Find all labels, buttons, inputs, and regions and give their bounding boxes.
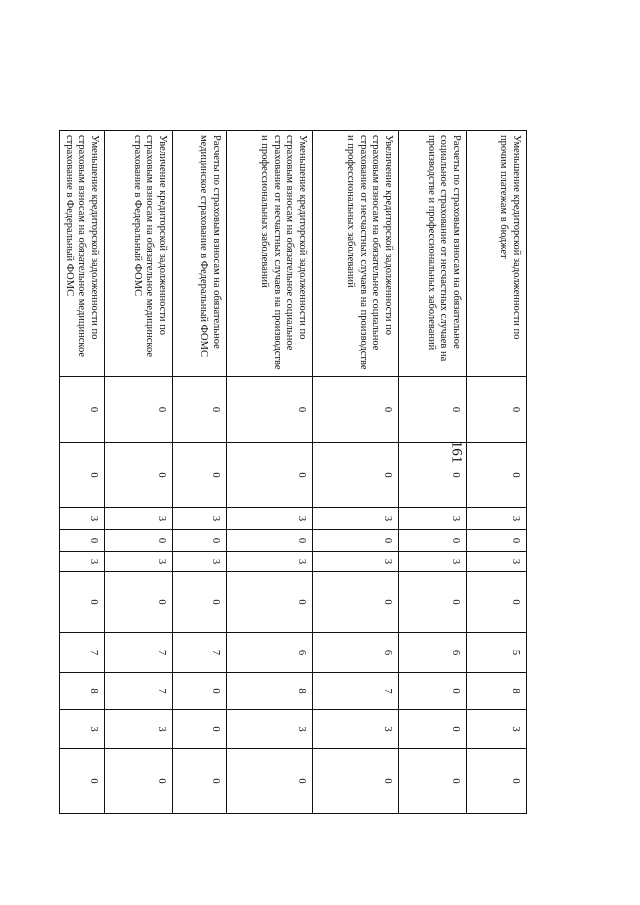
code-cell: 0 [173, 443, 227, 508]
accounting-table [60, 130, 528, 814]
code-cell: 3 [60, 508, 105, 530]
code-cell: 0 [467, 443, 527, 508]
code-cell: 3 [105, 710, 173, 749]
code-cell: 3 [313, 508, 399, 530]
code-cell: 0 [60, 377, 105, 443]
rotated-table-container [64, 130, 527, 813]
code-cell: 0 [173, 710, 227, 749]
code-cell: 7 [173, 633, 227, 673]
table-row [105, 131, 173, 814]
code-cell: 3 [60, 552, 105, 572]
code-cell: 6 [227, 633, 313, 673]
code-cell: 3 [227, 552, 313, 572]
page-number: 161 [448, 440, 465, 464]
code-cell: 0 [105, 572, 173, 633]
code-cell: 3 [60, 710, 105, 749]
code-cell: 0 [60, 749, 105, 814]
table-row [227, 131, 313, 814]
code-cell: 0 [60, 530, 105, 552]
code-cell: 0 [227, 377, 313, 443]
code-cell: 0 [173, 749, 227, 814]
code-cell: 5 [467, 633, 527, 673]
code-cell: 0 [227, 572, 313, 633]
row-label: Уменьшение кредиторской задолженности по прочим платежам в бюджет [467, 131, 527, 377]
code-cell: 0 [399, 749, 467, 814]
code-cell: 0 [173, 377, 227, 443]
code-cell: 0 [313, 377, 399, 443]
code-cell: 0 [399, 530, 467, 552]
code-cell: 0 [313, 572, 399, 633]
table-row [399, 131, 467, 814]
code-cell: 0 [105, 530, 173, 552]
code-cell: 7 [60, 633, 105, 673]
code-cell: 3 [399, 552, 467, 572]
code-cell: 8 [227, 673, 313, 710]
code-cell: 0 [399, 710, 467, 749]
row-label: Расчеты по страховым взносам на обязательное социальное страхование от несчастных случаев на производстве и профессиональных заболеваний [399, 131, 467, 377]
code-cell: 7 [313, 673, 399, 710]
code-cell: 0 [399, 377, 467, 443]
table-row [313, 131, 399, 814]
code-cell: 7 [105, 633, 173, 673]
code-cell: 0 [467, 572, 527, 633]
code-cell: 0 [313, 530, 399, 552]
code-cell: 0 [399, 572, 467, 633]
code-cell: 3 [105, 508, 173, 530]
code-cell: 8 [60, 673, 105, 710]
code-cell: 0 [227, 530, 313, 552]
code-cell: 0 [399, 673, 467, 710]
code-cell: 0 [60, 443, 105, 508]
row-label: Уменьшение кредиторской задолженности по страховым взносам на обязательное медицинское страхование в Федеральный ФОМС [60, 131, 105, 377]
code-cell: 0 [313, 749, 399, 814]
code-cell: 0 [173, 673, 227, 710]
code-cell: 0 [399, 443, 467, 508]
row-label: Расчеты по страховым взносам на обязательное медицинское страхование в Федеральный ФОМС [173, 131, 227, 377]
code-cell: 0 [60, 572, 105, 633]
code-cell: 3 [227, 508, 313, 530]
code-cell: 8 [467, 673, 527, 710]
code-cell: 3 [173, 508, 227, 530]
row-label: Уменьшение кредиторской задолженности по страховым взносам на обязательное социальное страхование от несчастных случаев на производстве и профессиональных заболеваний [227, 131, 313, 377]
code-cell: 0 [467, 530, 527, 552]
code-cell: 3 [467, 552, 527, 572]
code-cell: 0 [467, 377, 527, 443]
code-cell: 3 [467, 710, 527, 749]
code-cell: 0 [105, 377, 173, 443]
code-cell: 0 [105, 749, 173, 814]
table-row [173, 131, 227, 814]
table-row [467, 131, 527, 814]
code-cell: 0 [227, 443, 313, 508]
code-cell: 3 [227, 710, 313, 749]
code-cell: 7 [105, 673, 173, 710]
code-cell: 6 [399, 633, 467, 673]
row-label: Увеличение кредиторской задолженности по страховым взносам на обязательное социальное страхование от несчастных случаев на производстве и профессиональных заболеваний [313, 131, 399, 377]
row-label: Увеличение кредиторской задолженности по страховым взносам на обязательное медицинское страхование в Федеральный ФОМС [105, 131, 173, 377]
code-cell: 3 [467, 508, 527, 530]
code-cell: 6 [313, 633, 399, 673]
code-cell: 3 [173, 552, 227, 572]
code-cell: 3 [399, 508, 467, 530]
code-cell: 0 [313, 443, 399, 508]
code-cell: 3 [313, 552, 399, 572]
code-cell: 3 [105, 552, 173, 572]
code-cell: 3 [313, 710, 399, 749]
code-cell: 0 [105, 443, 173, 508]
table-row [60, 131, 105, 814]
code-cell: 0 [467, 749, 527, 814]
code-cell: 0 [173, 530, 227, 552]
code-cell: 0 [227, 749, 313, 814]
code-cell: 0 [173, 572, 227, 633]
